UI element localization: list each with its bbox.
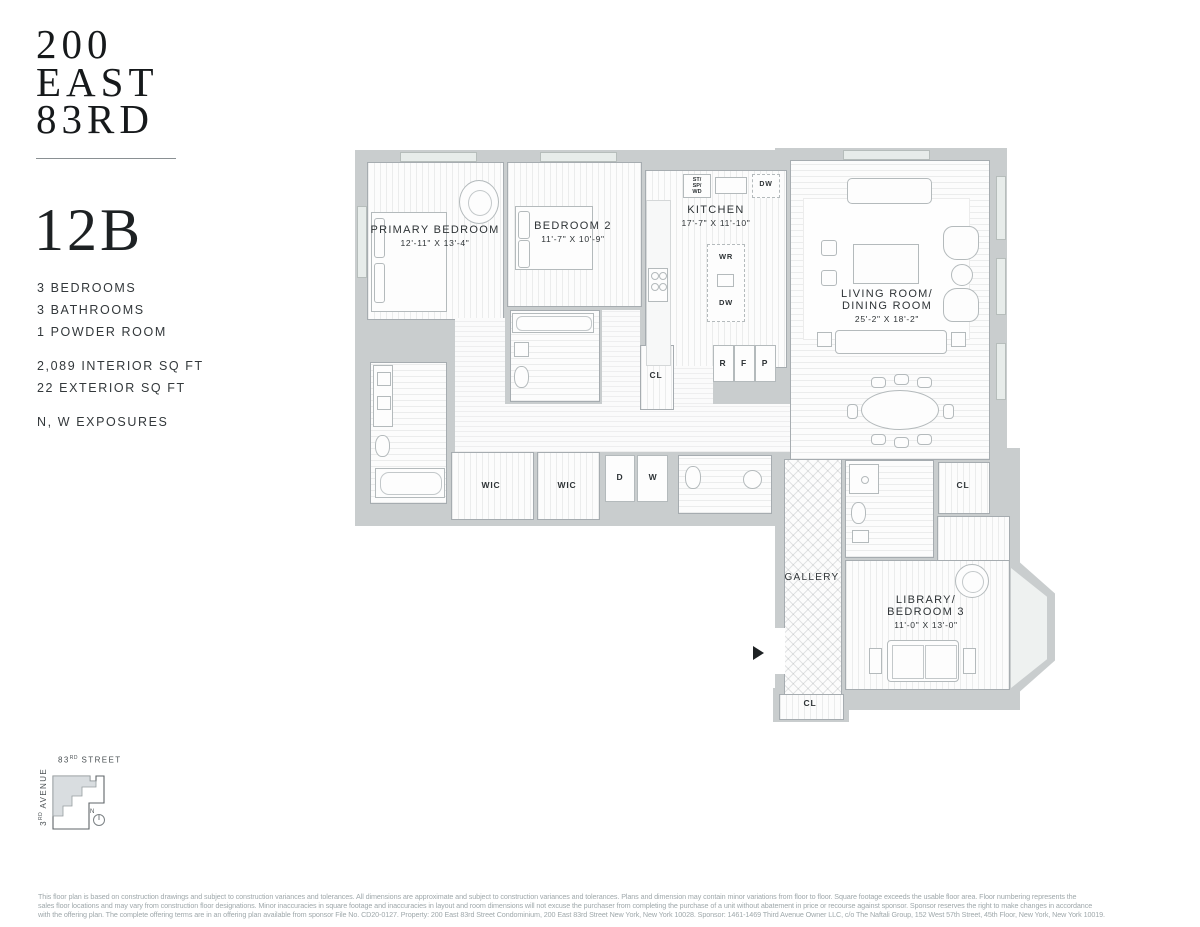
entry-arrow-icon (753, 646, 764, 660)
living-name-1: LIVING ROOM/ (841, 288, 933, 300)
floor-plan (355, 148, 1060, 728)
room-library-alcove (937, 516, 1010, 562)
dining-chair-icon (894, 437, 909, 448)
window-primary-bedroom-icon (400, 152, 477, 162)
spec-exterior-sqft: 22 EXTERIOR SQ FT (37, 381, 186, 395)
label-living-dining (841, 288, 933, 324)
spec-powder: 1 POWDER ROOM (37, 325, 167, 339)
spec-interior-sqft: 2,089 INTERIOR SQ FT (37, 359, 204, 373)
dining-chair-icon (917, 377, 932, 388)
kitchen-dims: 17'-7" X 11'-10" (681, 218, 751, 228)
sofa-2-icon (835, 330, 947, 354)
armchair-primary-icon (459, 180, 499, 224)
end-table-icon (963, 648, 976, 674)
street-name: STREET (77, 755, 122, 765)
daybed-icon (887, 640, 959, 682)
shower-icon (849, 464, 879, 494)
dining-chair-icon (847, 404, 858, 419)
toilet-icon (375, 435, 390, 457)
window-living-top-icon (843, 150, 930, 160)
bedroom-2-name: BEDROOM 2 (534, 220, 612, 232)
hall-main-corridor (455, 404, 790, 452)
unit-number: 12B (34, 197, 144, 263)
label-gallery: GALLERY (784, 572, 840, 583)
dining-table-icon (861, 390, 939, 430)
toilet-icon (514, 366, 529, 388)
dining-chair-icon (871, 434, 886, 445)
bedroom-2-dims: 11'-7" X 10'-9" (541, 234, 605, 244)
compass-n-label: N (90, 809, 95, 815)
closet-hall-label: CL (649, 370, 663, 380)
closet-entry-label: CL (803, 698, 817, 708)
armchair-icon (943, 288, 979, 322)
bathtub-icon (375, 468, 445, 498)
armchair-icon (943, 226, 979, 260)
refrigerator-label: R (719, 358, 727, 368)
library-name-1: LIBRARY/ (895, 594, 957, 606)
window-living-east-2-icon (996, 258, 1006, 315)
window-primary-west-icon (357, 206, 367, 278)
sink-icon (743, 470, 762, 489)
hall-kitchen-pass (672, 366, 713, 404)
sink-icon (852, 530, 869, 543)
disclaimer-line-3: with the offering plan. The complete offering terms are in an offering plan available from sponsor File No. CD20-0127. Property: 200 East 83rd Street Condominium, 200 East 83rd Street New York, New York 10028. Sponsor: 1461-1469 Third Avenue Owner LLC, c/o The Naftali Group, 152 West 57th Street, 45th Floor, New York, New York 10019. (38, 910, 1105, 919)
appliance-label: SP/ (692, 183, 702, 190)
window-living-east-1-icon (996, 176, 1006, 240)
freezer-label: F (741, 358, 747, 368)
side-table-icon (951, 264, 973, 286)
spec-bathrooms: 3 BATHROOMS (37, 303, 145, 317)
dishwasher-island-label: DW (718, 298, 734, 307)
avenue-name: AVENUE (38, 767, 48, 812)
wic-1-label: WIC (481, 480, 501, 490)
map-street-label (58, 755, 122, 765)
dining-chair-icon (871, 377, 886, 388)
label-bedroom-2 (534, 220, 612, 244)
kitchen-sink-icon (715, 177, 747, 194)
living-name-2: DINING ROOM (841, 300, 933, 312)
spec-bedrooms: 3 BEDROOMS (37, 281, 137, 295)
wine-ref-label: WR (718, 252, 734, 261)
pantry-label: P (761, 358, 769, 368)
spec-exposures: N, W EXPOSURES (37, 415, 169, 429)
coffee-table-icon (853, 244, 919, 284)
label-library (887, 594, 965, 630)
washer-label: W (648, 472, 658, 482)
end-table-icon (869, 648, 882, 674)
street-number: 83 (58, 755, 70, 765)
label-kitchen (682, 204, 751, 228)
end-table-icon (951, 332, 966, 347)
map-avenue-label (38, 762, 48, 832)
dining-chair-icon (894, 374, 909, 385)
entry-door-opening (774, 628, 785, 674)
bathtub-icon (512, 313, 594, 333)
end-table-icon (817, 332, 832, 347)
wic-2-label: WIC (557, 480, 577, 490)
logo-line-1: 200 (36, 21, 113, 67)
dining-chair-icon (943, 404, 954, 419)
building-logo (36, 21, 159, 143)
toilet-icon (685, 466, 701, 489)
avenue-ordinal: RD (38, 811, 45, 820)
appliance-label: ST/ (692, 177, 702, 183)
vanity-icon (373, 365, 393, 427)
armchair-library-icon (955, 564, 989, 598)
ottoman-icon (821, 240, 837, 256)
dryer-label: D (616, 472, 624, 482)
kitchen-name: KITCHEN (687, 204, 745, 216)
cooktop-icon (648, 268, 668, 302)
toilet-icon (851, 502, 866, 524)
logo-line-2: EAST (36, 58, 159, 105)
closet-library-label: CL (956, 480, 970, 490)
island-sink-icon (717, 274, 734, 287)
ottoman-icon (821, 270, 837, 286)
library-name-2: BEDROOM 3 (887, 606, 965, 618)
sofa-icon (847, 178, 932, 204)
window-bedroom2-icon (540, 152, 617, 162)
window-living-east-3-icon (996, 343, 1006, 400)
avenue-number: 3 (38, 819, 48, 826)
primary-bedroom-name: PRIMARY BEDROOM (370, 224, 500, 236)
building-footprint-map (52, 775, 112, 831)
label-primary-bedroom (370, 224, 499, 248)
sink-icon (514, 342, 529, 357)
dishwasher-top-label: DW (759, 181, 773, 188)
divider-rule (36, 158, 176, 159)
street-ordinal: RD (69, 755, 78, 761)
dining-chair-icon (917, 434, 932, 445)
library-dims: 11'-0" X 13'-0" (894, 620, 958, 630)
disclaimer-line-1: This floor plan is based on construction drawings and subject to construction variances and tolerances. All dimensions are approximate and subject to construction variances and tolerances. Plans and dimension may contain minor variations from floor to floor. Square footage exceeds the usable floor area. Floor numbering represents the (38, 892, 1077, 901)
stove-speed-oven-cell (683, 174, 711, 198)
logo-line-3: 83RD (36, 96, 154, 143)
living-dims: 25'-2" X 18'-2" (854, 314, 920, 324)
primary-bedroom-dims: 12'-11" X 13'-4" (400, 238, 470, 248)
disclaimer-line-2: sales floor locations and may vary from construction floor designations. Minor inaccuracies in square footage and inaccuracies in layout and room dimensions will not excuse the purchaser from completing the purchase of a unit without abatement in price or recourse against sponsor. Sponsor reserves the right to make changes in accordance (38, 901, 1093, 910)
appliance-label: WD (692, 189, 702, 196)
